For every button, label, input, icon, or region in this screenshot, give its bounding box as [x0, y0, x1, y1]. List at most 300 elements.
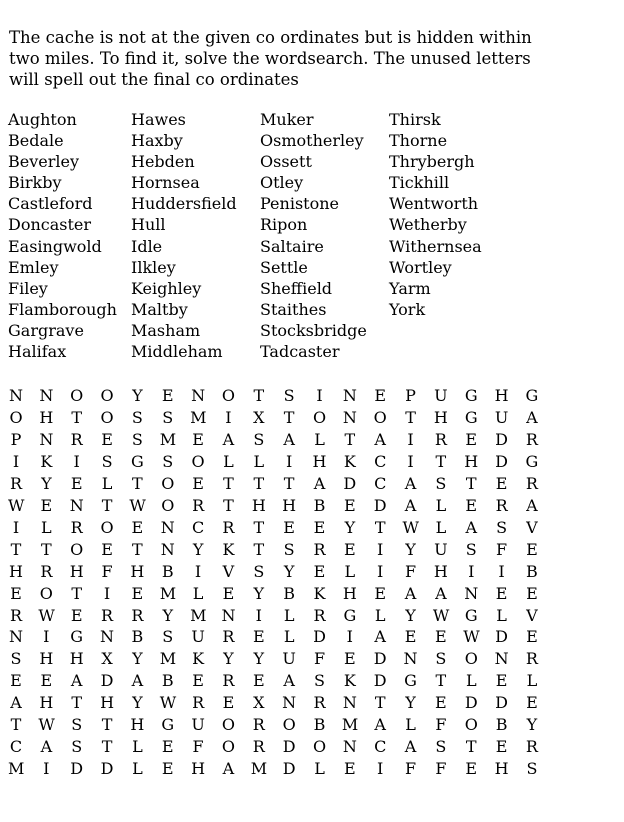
grid-letter: E: [435, 627, 447, 647]
grid-letter: T: [465, 473, 477, 493]
grid-letter: I: [468, 561, 475, 581]
grid-letter: T: [223, 495, 234, 515]
grid-letter: H: [130, 561, 145, 581]
grid-letter: G: [161, 715, 175, 735]
grid-letter: R: [70, 517, 83, 537]
place-name: Hull: [131, 215, 166, 235]
grid-letter: A: [435, 583, 447, 603]
grid-letter: G: [464, 386, 478, 405]
place-name: Saltaire: [260, 236, 324, 256]
place-name: Beverley: [8, 152, 80, 172]
grid-letter: U: [282, 649, 296, 669]
grid-letter: N: [39, 429, 54, 449]
grid-letter: R: [525, 649, 538, 669]
grid-letter: G: [464, 407, 478, 427]
grid-letter: U: [191, 715, 205, 735]
grid-letter: Y: [41, 473, 52, 493]
grid-letter: S: [131, 429, 143, 449]
grid-letter: I: [255, 605, 262, 625]
grid-letter: E: [161, 386, 174, 405]
grid-letter: E: [435, 693, 447, 713]
place-name: Tadcaster: [260, 342, 340, 362]
grid-letter: E: [70, 473, 83, 493]
grid-letter: K: [343, 451, 356, 471]
grid-letter: R: [192, 495, 205, 515]
grid-letter: R: [70, 429, 83, 449]
grid-letter: O: [191, 451, 205, 471]
grid-letter: T: [101, 495, 113, 515]
grid-letter: R: [495, 495, 508, 515]
grid-letter: B: [161, 561, 174, 581]
grid-letter: B: [313, 495, 326, 515]
grid-letter: B: [283, 583, 296, 603]
grid-letter: V: [526, 605, 538, 625]
place-name: Hornsea: [131, 173, 200, 193]
grid-letter: N: [39, 386, 54, 405]
grid-letter: E: [465, 495, 478, 515]
grid-letter: G: [525, 451, 539, 471]
grid-letter: A: [526, 495, 538, 515]
instructions: [9, 27, 569, 90]
grid-letter: M: [159, 429, 177, 449]
grid-letter: O: [161, 473, 175, 493]
grid-letter: D: [100, 671, 114, 691]
grid-letter: L: [374, 605, 386, 625]
place-name: Huddersfield: [131, 194, 237, 214]
grid-letter: M: [250, 759, 268, 779]
grid-letter: R: [252, 715, 265, 735]
grid-letter: A: [404, 473, 417, 493]
grid-letter: I: [377, 539, 384, 559]
grid-letter: Y: [283, 561, 295, 581]
grid-letter: R: [313, 539, 326, 559]
grid-letter: L: [223, 451, 234, 471]
place-name: Keighley: [131, 278, 202, 298]
place-name: Birkby: [8, 173, 62, 193]
grid-letter: K: [343, 671, 356, 691]
grid-letter: T: [253, 539, 265, 559]
grid-letter: E: [283, 517, 295, 537]
grid-letter: S: [314, 671, 325, 691]
grid-letter: L: [283, 605, 295, 625]
grid-letter: Y: [132, 649, 143, 669]
grid-letter: D: [495, 627, 508, 647]
grid-letter: F: [313, 649, 326, 669]
grid-letter: Y: [253, 583, 265, 603]
grid-letter: E: [313, 517, 326, 537]
grid-letter: A: [70, 671, 83, 691]
grid-letter: A: [131, 671, 144, 691]
grid-letter: F: [101, 561, 113, 581]
grid-letter: T: [344, 429, 356, 449]
grid-letter: E: [313, 561, 326, 581]
grid-letter: D: [495, 451, 508, 471]
place-name: Emley: [8, 257, 59, 277]
grid-letter: G: [343, 605, 357, 625]
grid-letter: U: [434, 539, 448, 559]
place-name: Penistone: [260, 194, 339, 214]
grid-letter: T: [283, 473, 295, 493]
place-name: Middleham: [131, 342, 223, 362]
grid-letter: H: [69, 649, 84, 669]
place-name: Bedale: [8, 131, 64, 151]
grid-letter: M: [159, 583, 177, 603]
grid-letter: A: [404, 583, 417, 603]
place-name: Wetherby: [389, 215, 467, 235]
grid-letter: W: [8, 495, 25, 515]
grid-letter: T: [253, 386, 265, 405]
grid-letter: T: [374, 693, 386, 713]
place-column: [260, 109, 367, 362]
grid-letter: F: [404, 759, 417, 779]
place-name: Sheffield: [260, 278, 333, 298]
instruction-line: The cache is not at the given co ordinates but is hidden within: [9, 28, 532, 47]
place-name: Castleford: [8, 194, 93, 214]
grid-letter: O: [70, 386, 84, 405]
grid-letter: R: [222, 517, 235, 537]
grid-letter: S: [465, 539, 477, 559]
grid-letter: N: [160, 539, 175, 559]
grid-letter: L: [314, 429, 325, 449]
grid-letter: D: [282, 737, 296, 757]
grid-letter: M: [341, 715, 359, 735]
grid-letter: I: [194, 561, 202, 581]
grid-letter: D: [373, 495, 387, 515]
grid-letter: F: [435, 759, 447, 779]
grid-letter: I: [12, 517, 20, 537]
grid-letter: E: [192, 429, 204, 449]
grid-letter: Y: [405, 605, 416, 625]
grid-letter: T: [101, 737, 113, 757]
grid-letter: O: [312, 407, 327, 427]
grid-letter: H: [464, 451, 479, 471]
grid-letter: D: [282, 759, 296, 779]
grid-letter: T: [435, 671, 447, 691]
grid-letter: Y: [132, 386, 143, 405]
grid-letter: N: [403, 649, 418, 669]
grid-letter: E: [131, 517, 144, 537]
grid-letter: I: [103, 583, 111, 603]
grid-letter: S: [253, 561, 265, 581]
grid-letter: N: [282, 693, 297, 713]
place-column: [8, 109, 117, 362]
grid-letter: E: [344, 759, 356, 779]
grid-letter: O: [221, 386, 235, 405]
place-name: Osmotherley: [260, 131, 364, 151]
grid-letter: L: [132, 759, 143, 779]
grid-letter: D: [100, 759, 114, 779]
grid-letter: A: [222, 429, 235, 449]
grid-letter: S: [526, 759, 538, 779]
grid-letter: W: [129, 495, 146, 515]
grid-letter: O: [100, 386, 114, 405]
grid-letter: O: [100, 407, 114, 427]
grid-letter: I: [377, 561, 384, 581]
grid-letter: E: [495, 737, 508, 757]
grid-letter: A: [374, 715, 386, 735]
grid-letter: G: [70, 627, 84, 647]
grid-letter: I: [43, 627, 50, 647]
grid-letter: H: [433, 561, 448, 581]
grid-letter: A: [313, 473, 326, 493]
grid-letter: A: [222, 759, 235, 779]
grid-letter: S: [162, 627, 174, 647]
grid-letter: L: [496, 605, 507, 625]
grid-letter: S: [283, 386, 295, 405]
grid-letter: E: [131, 583, 144, 603]
grid-letter: D: [373, 649, 387, 669]
grid-letter: T: [465, 737, 477, 757]
grid-letter: T: [253, 473, 265, 493]
grid-letter: H: [130, 715, 145, 735]
grid-letter: W: [38, 605, 55, 625]
grid-letter: C: [374, 737, 387, 757]
grid-letter: U: [494, 407, 509, 427]
place-name: Doncaster: [8, 215, 92, 235]
grid-letter: H: [312, 451, 327, 471]
place-name: Masham: [131, 320, 201, 340]
grid-letter: E: [70, 605, 83, 625]
grid-letter: F: [435, 715, 447, 735]
grid-letter: R: [434, 429, 447, 449]
grid-letter: V: [526, 517, 538, 537]
grid-letter: M: [190, 407, 207, 427]
grid-letter: E: [495, 583, 508, 603]
grid-letter: S: [71, 715, 83, 735]
grid-letter: R: [222, 627, 235, 647]
grid-letter: I: [225, 407, 232, 427]
grid-letter: A: [374, 429, 386, 449]
grid-letter: B: [526, 561, 538, 581]
grid-letter: N: [342, 386, 357, 405]
grid-letter: K: [40, 451, 53, 471]
grid-letter: E: [374, 583, 387, 603]
grid-letter: L: [132, 737, 143, 757]
grid-letter: G: [525, 386, 539, 405]
place-name: Stocksbridge: [260, 320, 367, 340]
place-name: Ilkley: [131, 257, 176, 277]
grid-letter: S: [283, 539, 295, 559]
place-name: Thrybergh: [389, 152, 475, 172]
place-name: Otley: [260, 173, 304, 193]
grid-letter: H: [69, 561, 84, 581]
place-name: Idle: [131, 236, 163, 256]
grid-letter: N: [9, 627, 23, 647]
grid-letter: G: [404, 671, 417, 691]
grid-letter: R: [525, 429, 538, 449]
grid-letter: L: [526, 671, 538, 691]
grid-letter: K: [313, 583, 326, 603]
grid-letter: R: [222, 671, 235, 691]
grid-letter: E: [192, 671, 204, 691]
grid-letter: X: [101, 649, 113, 669]
place-name: Wentworth: [389, 194, 479, 214]
grid-letter: A: [10, 693, 22, 713]
grid-letter: S: [10, 649, 22, 669]
grid-letter: G: [464, 605, 478, 625]
grid-letter: D: [495, 693, 508, 713]
grid-letter: B: [161, 671, 174, 691]
grid-letter: S: [496, 517, 508, 537]
grid-letter: O: [9, 407, 23, 427]
grid-letter: S: [435, 473, 447, 493]
place-name: Yarm: [389, 278, 431, 298]
grid-letter: P: [405, 386, 416, 405]
place-name: Halifax: [8, 342, 67, 362]
grid-letter: Y: [344, 517, 356, 537]
instruction-line: two miles. To find it, solve the wordsearch. The unused letters: [9, 49, 531, 68]
place-name: Ripon: [260, 215, 308, 235]
grid-letter: X: [253, 693, 265, 713]
grid-letter: T: [101, 715, 113, 735]
place-name: Staithes: [260, 299, 327, 319]
place-name: Maltby: [131, 299, 188, 319]
grid-letter: S: [71, 737, 83, 757]
grid-letter: N: [69, 495, 84, 515]
grid-letter: C: [191, 517, 205, 537]
grid-letter: E: [161, 759, 174, 779]
grid-letter: D: [343, 473, 357, 493]
grid-letter: S: [435, 649, 447, 669]
grid-letter: L: [192, 583, 204, 603]
grid-letter: N: [342, 693, 357, 713]
grid-letter: E: [40, 671, 53, 691]
grid-letter: E: [161, 737, 174, 757]
grid-letter: I: [43, 759, 50, 779]
grid-letter: E: [495, 473, 508, 493]
grid-letter: D: [313, 627, 326, 647]
grid-letter: L: [314, 759, 325, 779]
grid-letter: H: [100, 693, 115, 713]
place-name: Settle: [260, 257, 308, 277]
grid-letter: S: [435, 737, 447, 757]
grid-letter: U: [434, 386, 448, 405]
grid-letter: E: [526, 539, 538, 559]
grid-letter: H: [39, 693, 54, 713]
grid-letter: O: [464, 715, 478, 735]
grid-letter: O: [282, 715, 296, 735]
grid-letter: T: [435, 451, 447, 471]
grid-letter: F: [496, 539, 508, 559]
grid-letter: T: [71, 407, 83, 427]
grid-letter: E: [374, 386, 387, 405]
grid-letter: L: [435, 517, 447, 537]
grid-letter: Y: [223, 649, 234, 669]
grid-letter: E: [101, 539, 113, 559]
grid-letter: E: [526, 627, 538, 647]
grid-letter: Y: [405, 693, 416, 713]
grid-letter: I: [346, 627, 353, 647]
grid-letter: Y: [162, 605, 174, 625]
grid-letter: H: [494, 759, 509, 779]
grid-letter: E: [495, 671, 508, 691]
grid-letter: T: [71, 693, 83, 713]
grid-letter: T: [253, 517, 265, 537]
grid-letter: H: [251, 495, 266, 515]
grid-letter: I: [73, 451, 80, 471]
grid-letter: H: [39, 407, 54, 427]
grid-letter: L: [435, 495, 447, 515]
grid-letter: W: [432, 605, 450, 625]
grid-letter: O: [312, 737, 327, 757]
grid-letter: A: [465, 517, 478, 537]
grid-letter: O: [373, 407, 387, 427]
grid-letter: O: [70, 539, 84, 559]
grid-letter: T: [10, 539, 22, 559]
grid-letter: E: [404, 627, 417, 647]
grid-letter: W: [159, 693, 177, 713]
grid-letter: R: [101, 605, 114, 625]
place-name: Wortley: [389, 257, 452, 277]
grid-letter: M: [8, 759, 25, 779]
grid-letter: I: [12, 451, 20, 471]
grid-letter: E: [526, 583, 538, 603]
grid-letter: E: [252, 627, 265, 647]
grid-letter: N: [342, 737, 357, 757]
grid-letter: B: [313, 715, 326, 735]
instruction-line: will spell out the final co ordinates: [9, 70, 299, 89]
place-name: Filey: [8, 278, 48, 298]
grid-letter: E: [10, 583, 22, 603]
grid-letter: E: [465, 429, 478, 449]
grid-letter: E: [101, 429, 113, 449]
grid-letter: W: [463, 627, 480, 647]
grid-letter: E: [526, 693, 538, 713]
place-name: Hawes: [131, 110, 186, 129]
grid-letter: E: [10, 671, 22, 691]
place-name: Ossett: [260, 152, 312, 172]
grid-letter: Y: [132, 693, 143, 713]
grid-letter: T: [41, 539, 52, 559]
grid-letter: O: [100, 517, 114, 537]
grid-letter: D: [495, 429, 508, 449]
grid-letter: V: [222, 561, 235, 581]
grid-letter: H: [282, 495, 297, 515]
grid-letter: S: [162, 407, 174, 427]
grid-letter: D: [373, 671, 387, 691]
grid-letter: M: [159, 649, 177, 669]
grid-letter: Y: [253, 649, 265, 669]
grid-letter: H: [342, 583, 357, 603]
place-name: Easingwold: [8, 236, 102, 256]
grid-letter: T: [223, 473, 234, 493]
grid-letter: U: [191, 627, 205, 647]
grid-letter: Y: [192, 539, 204, 559]
grid-letter: I: [285, 451, 293, 471]
grid-letter: C: [374, 451, 387, 471]
grid-letter: S: [253, 429, 265, 449]
grid-letter: N: [160, 517, 175, 537]
grid-letter: M: [190, 605, 207, 625]
grid-letter: T: [71, 583, 83, 603]
grid-letter: D: [70, 759, 84, 779]
grid-letter: K: [222, 539, 235, 559]
grid-letter: E: [344, 495, 356, 515]
grid-letter: E: [465, 759, 478, 779]
grid-letter: C: [9, 737, 23, 757]
place-name: Muker: [260, 110, 314, 129]
grid-letter: S: [131, 407, 143, 427]
grid-letter: H: [39, 649, 54, 669]
grid-letter: F: [404, 561, 417, 581]
grid-letter: C: [374, 473, 387, 493]
grid-letter: A: [374, 627, 386, 647]
grid-letter: S: [162, 451, 174, 471]
grid-letter: L: [253, 451, 265, 471]
place-name: Haxby: [131, 131, 183, 151]
grid-letter: O: [161, 495, 175, 515]
grid-letter: Y: [526, 715, 538, 735]
